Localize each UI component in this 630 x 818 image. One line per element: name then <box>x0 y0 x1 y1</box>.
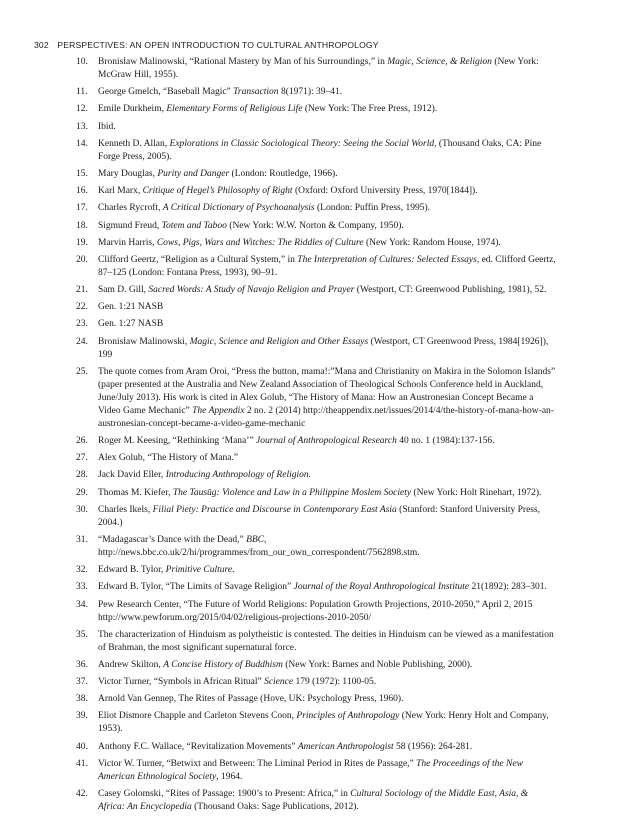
endnote-item <box>0 581 556 594</box>
text-run: (New York: McGraw Hill, 1955). <box>98 57 539 80</box>
italic-title: The Proceedings of the New American Ethnological Society <box>98 758 523 782</box>
endnote-text <box>98 505 540 528</box>
endnote-number: 23. <box>76 319 88 330</box>
endnote-text <box>98 186 478 196</box>
endnote-item <box>0 237 556 250</box>
italic-title: Sacred Words: A Study of Navajo Religion and Prayer <box>148 285 355 296</box>
endnote-number: 29. <box>76 487 88 498</box>
text-run: (Thousand Oaks: Sage Publications, 2012). <box>191 802 359 812</box>
italic-title: Transaction <box>233 87 279 98</box>
endnote-item <box>0 168 556 181</box>
text-run: Charles Rycroft, <box>98 203 163 214</box>
text-run: Arnold Van Gennep, The Rites of Passage (Hove, UK: Psychology Press, 1960). <box>98 694 404 705</box>
text-run: “Madagascar’s Dance with the Dead,” <box>98 534 247 545</box>
endnote-number: 36. <box>76 659 88 670</box>
italic-title: Critique of Hegel’s Philosophy of Right <box>142 186 293 197</box>
endnote-text <box>98 630 554 653</box>
endnote-item <box>0 599 556 625</box>
endnote-text <box>98 677 376 687</box>
endnote-number: 42. <box>76 789 88 799</box>
endnote-number: 30. <box>76 504 88 515</box>
endnote-item <box>0 629 556 655</box>
book-title: PERSPECTIVES: AN OPEN INTRODUCTION TO CULTURAL ANTHROPOLOGY <box>57 40 379 50</box>
endnote-number: 37. <box>76 677 88 688</box>
endnote-number: 25. <box>76 366 88 377</box>
endnote-item <box>0 220 556 233</box>
endnote-text <box>98 87 342 97</box>
text-run: Mary Douglas, <box>98 168 158 179</box>
italic-title: Filial Piety: Practice and Discourse in Contemporary East Asia <box>152 504 397 515</box>
endnote-item <box>0 469 556 482</box>
text-run: Bronislaw Malinowski, <box>98 336 190 347</box>
endnote-item <box>0 254 556 280</box>
endnote-text <box>98 470 311 480</box>
italic-title: Magic, Science, & Religion <box>387 57 492 67</box>
italic-title: Purity and Danger <box>157 168 230 179</box>
endnote-text <box>98 337 548 360</box>
endnote-number: 17. <box>76 203 88 214</box>
text-run: (Stanford: Stanford University Press, 2004.) <box>98 504 541 528</box>
endnote-item <box>0 336 556 362</box>
text-run: 8(1971): 39–41. <box>278 87 343 98</box>
italic-title: The Appendix <box>192 405 245 416</box>
endnote-number: 38. <box>76 694 88 705</box>
text-run: (Westport, CT: Greenwood Publishing, 1981), 52. <box>354 285 547 296</box>
endnotes-list <box>0 56 630 818</box>
endnote-text <box>98 488 541 498</box>
endnote-text <box>98 285 546 295</box>
endnote-number: 13. <box>76 121 88 132</box>
endnote-number: 26. <box>76 436 88 446</box>
text-run: Clifford Geertz, “Religion as a Cultural System,” in <box>98 254 298 265</box>
endnote-item <box>0 56 556 82</box>
endnote-text <box>98 436 494 446</box>
endnote-number: 21. <box>76 285 88 296</box>
text-run: Karl Marx, <box>98 186 143 197</box>
text-run: Ibid. <box>98 121 116 132</box>
endnote-text <box>98 582 547 592</box>
text-run: 179 (1972): 1100-05. <box>293 677 377 688</box>
text-run: Emile Durkheim, <box>98 104 167 115</box>
endnote-item <box>0 659 556 672</box>
italic-title: A Critical Dictionary of Psychoanalysis <box>162 203 315 214</box>
text-run: , ed. Clifford Geertz, 87–125 (London: Fontana Press, 1993), 90–91. <box>98 254 556 278</box>
text-run: (New York: The Free Press, 1912). <box>302 104 438 115</box>
endnote-text <box>98 711 549 734</box>
endnote-number: 15. <box>76 168 88 179</box>
endnote-item <box>0 534 556 560</box>
text-run: (Thousand Oaks, CA: Pine Forge Press, 2005). <box>98 138 542 162</box>
endnote-text <box>98 238 501 248</box>
endnote-text <box>98 221 404 231</box>
text-run: Sam D. Gill, <box>98 285 149 296</box>
text-run: (London: Puffin Press, 1995). <box>314 203 431 214</box>
italic-title: The Interpretation of Cultures: Selected Essays <box>297 254 477 265</box>
endnote-item <box>0 788 556 814</box>
italic-title: A Concise History of Buddhism <box>163 659 283 670</box>
endnote-number: 28. <box>76 470 88 481</box>
italic-title: BBC, <box>246 534 267 545</box>
endnote-text <box>98 565 234 575</box>
endnote-number: 24. <box>76 336 88 347</box>
page-number: 302 <box>34 40 49 50</box>
text-run: Kenneth D. Allan, <box>98 138 170 149</box>
endnote-item <box>0 86 556 99</box>
text-run: Roger M. Keesing, “Rethinking ‘Mana’” <box>98 436 257 446</box>
text-run: 58 (1956): 264-281. <box>393 741 473 752</box>
text-run: . <box>232 565 235 576</box>
endnote-number: 32. <box>76 565 88 576</box>
italic-title: Primitive Culture <box>165 565 233 576</box>
text-run: Gen. 1:21 NASB <box>98 302 164 313</box>
italic-title: Totem and Taboo <box>161 220 227 231</box>
text-run: Eliot Dismore Chapple and Carleton Stevens Coon, <box>98 711 297 722</box>
endnote-text <box>98 789 528 812</box>
text-run: Jack David Eller, <box>98 470 166 481</box>
endnote-number: 40. <box>76 741 88 752</box>
endnote-number: 12. <box>76 104 88 115</box>
endnote-text <box>98 104 437 114</box>
endnote-text <box>98 759 523 782</box>
endnote-item <box>0 185 556 198</box>
text-run: (New York: W.W. Norton & Company, 1950). <box>226 220 404 231</box>
italic-title: American Anthropologist <box>297 741 394 752</box>
text-run: 21(1892): 283–301. <box>469 582 547 593</box>
endnote-number: 11. <box>76 87 88 98</box>
endnote-text <box>98 139 541 162</box>
endnote-item <box>0 504 556 530</box>
endnote-item <box>0 758 556 784</box>
text-run: (Oxford: Oxford University Press, 1970[1844]). <box>292 186 478 197</box>
italic-title: Science <box>264 677 294 688</box>
text-run: (New York: Barnes and Noble Publishing, 2000). <box>282 659 473 670</box>
endnote-text <box>98 742 472 752</box>
italic-title: Introducing Anthropology of Religion. <box>165 470 311 481</box>
endnote-text <box>98 57 539 80</box>
endnote-number: 35. <box>76 629 88 640</box>
text-run: Victor W. Turner, “Betwixt and Between: The Liminal Period in Rites de Passage,” <box>98 758 417 769</box>
text-run: (London: Routledge, 1966). <box>229 168 338 179</box>
italic-title: Journal of the Royal Anthropological Institute <box>293 582 470 593</box>
endnote-text <box>98 203 430 213</box>
endnote-item <box>0 710 556 736</box>
italic-title: Magic, Science and Religion and Other Essays <box>189 336 369 347</box>
text-run: Marvin Harris, <box>98 237 157 248</box>
italic-title: Journal of Anthropological Research <box>256 436 397 446</box>
text-run: Anthony F.C. Wallace, “Revitalization Movements” <box>98 741 298 752</box>
endnote-number: 14. <box>76 138 88 149</box>
endnote-number: 10. <box>76 57 88 67</box>
endnote-item <box>0 121 556 134</box>
endnote-item <box>0 435 556 448</box>
text-run: Thomas M. Kiefer, <box>98 487 173 498</box>
italic-title: Principles of Anthropology <box>296 711 400 722</box>
endnote-item <box>0 103 556 116</box>
text-run: Alex Golub, “The History of Mana.” <box>98 453 239 464</box>
italic-title: Explorations in Classic Sociological Theory: Seeing the Social World, <box>169 138 437 149</box>
italic-title: The Tausūg: Violence and Law in a Philippine Moslem Society <box>172 487 412 498</box>
endnote-number: 19. <box>76 237 88 248</box>
endnote-item <box>0 202 556 215</box>
endnote-text <box>98 660 472 670</box>
endnote-item <box>0 284 556 297</box>
endnote-text <box>98 600 533 623</box>
text-run: (New York: Holt Rinehart, 1972). <box>411 487 542 498</box>
endnote-text <box>98 302 163 312</box>
endnote-item <box>0 452 556 465</box>
endnote-number: 27. <box>76 453 88 464</box>
endnote-text <box>98 367 555 429</box>
endnote-number: 31. <box>76 534 88 545</box>
text-run: Andrew Skilton, <box>98 659 164 670</box>
endnote-text <box>98 319 163 329</box>
text-run: George Gmelch, “Baseball Magic” <box>98 87 234 98</box>
endnote-number: 39. <box>76 711 88 722</box>
text-run: (New York: Random House, 1974). <box>363 237 501 248</box>
text-run: Charles Ikels, <box>98 504 153 515</box>
endnote-item <box>0 487 556 500</box>
endnote-text <box>98 122 116 132</box>
italic-title: Cows, Pigs, Wars and Witches: The Riddles of Culture <box>156 237 364 248</box>
endnote-item <box>0 741 556 754</box>
text-run: The characterization of Hinduism as polytheistic is contested. The deities in Hinduism can be viewed as a manifestation of Brahman, the most significant supernatural force. <box>98 629 554 653</box>
endnote-item <box>0 301 556 314</box>
text-run: Edward B. Tylor, “The Limits of Savage Religion” <box>98 582 294 593</box>
text-run: , 1964. <box>216 771 243 782</box>
endnote-number: 22. <box>76 302 88 313</box>
endnote-text <box>98 255 556 278</box>
italic-title: Elementary Forms of Religious Life <box>166 104 303 115</box>
endnote-item <box>0 138 556 164</box>
text-run: Sigmund Freud, <box>98 220 162 231</box>
text-run: 40 no. 1 (1984):137-156. <box>396 436 495 446</box>
endnote-number: 20. <box>76 254 88 265</box>
text-run: (New York: Henry Holt and Company, 1953). <box>98 711 549 735</box>
endnote-text <box>98 453 238 463</box>
text-run: Gen. 1:27 NASB <box>98 319 164 330</box>
italic-title: Cultural Sociology of the Middle East, Asia, & Africa: An Encyclopedia <box>98 789 529 812</box>
endnote-number: 41. <box>76 758 88 769</box>
text-run: The quote comes from Aram Oroi, “Press the button, mama!:”Mana and Christianity on Makira in the Solomon Islands” (paper presented at the Australia and New Zealand Association of Theological Schools Conference held in Auckland, June/July 2013). His work is cited in Alex Golub, “The History of Mana: How an Austronesian Concept Became a Video Game Mechanic” <box>98 366 556 416</box>
endnote-number: 34. <box>76 599 88 610</box>
endnote-item <box>0 564 556 577</box>
endnote-item <box>0 693 556 706</box>
endnote-item <box>0 318 556 331</box>
text-run: Edward B. Tylor, <box>98 565 166 576</box>
text-run: Casey Golomski, “Rites of Passage: 1900’s to Present: Africa,” in <box>98 789 351 799</box>
text-run: Victor Turner, “Symbols in African Ritual” <box>98 677 265 688</box>
endnote-item <box>0 676 556 689</box>
text-run: http://news.bbc.co.uk/2/hi/programmes/from_our_own_correspondent/7562898.stm. <box>98 547 420 558</box>
endnote-text <box>98 169 338 179</box>
endnote-number: 18. <box>76 220 88 231</box>
text-run: 2 no. 2 (2014) http://theappendix.net/issues/2014/4/the-history-of-mana-how-an-austronesian-concept-became-a-video-game-mechanic <box>98 405 554 429</box>
endnote-number: 16. <box>76 186 88 197</box>
text-run: Pew Research Center, “The Future of World Religions: Population Growth Projections, 2010-2050,” April 2, 2015 http://www.pewforum.org/2015/04/02/religious-projections-2010-2050/ <box>98 599 533 623</box>
endnote-text <box>98 694 403 704</box>
running-header <box>34 40 379 50</box>
endnote-number: 33. <box>76 582 88 593</box>
text-run: (Westport, CT Greenwood Press, 1984[1926]), 199 <box>98 336 549 360</box>
text-run: Bronislaw Malinowski, “Rational Mastery by Man of his Surroundings,” in <box>98 57 388 67</box>
endnote-item <box>0 366 556 431</box>
endnote-text <box>98 535 420 558</box>
